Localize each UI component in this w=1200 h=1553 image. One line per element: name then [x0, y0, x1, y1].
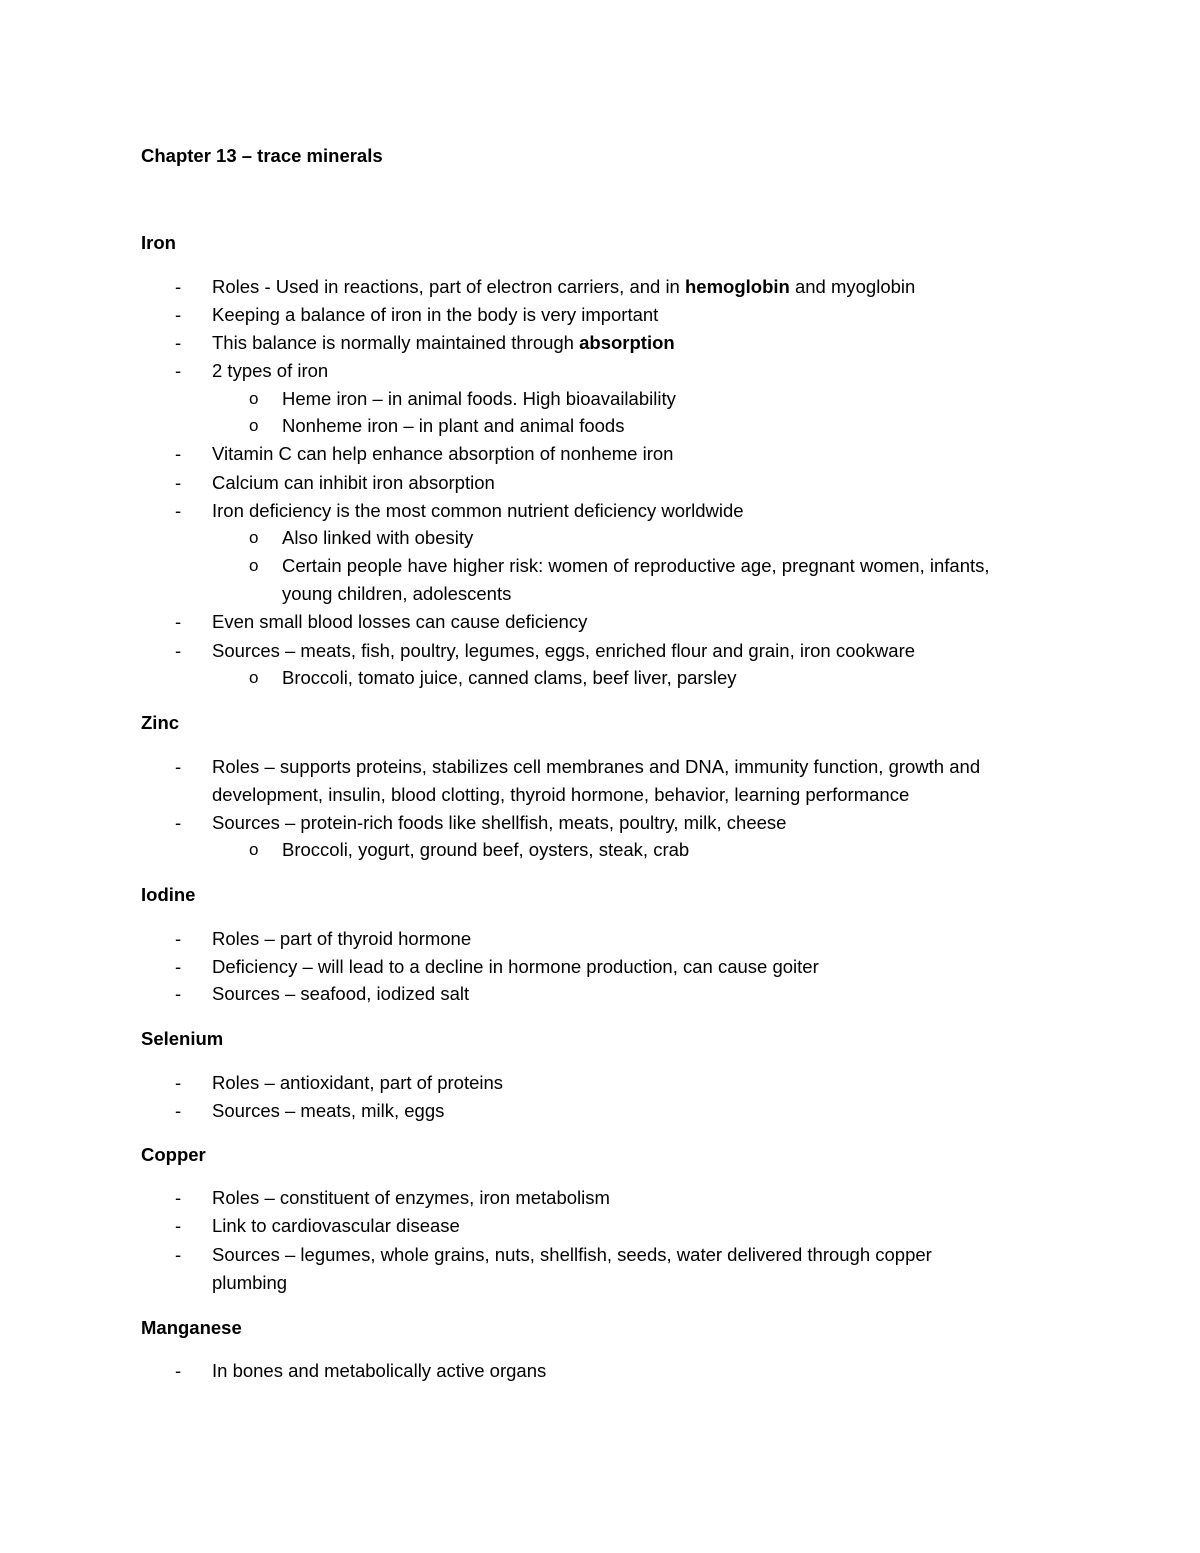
- section-heading-manganese: Manganese: [141, 1317, 242, 1338]
- dash-bullet: -: [175, 1072, 182, 1093]
- section-heading-iron: Iron: [141, 232, 176, 253]
- circle-bullet: o: [249, 528, 259, 547]
- iron-heme-subitem: Heme iron – in animal foods. High bioavailability: [282, 388, 676, 409]
- section-heading-selenium: Selenium: [141, 1028, 224, 1049]
- iron-roles-item: Roles - Used in reactions, part of electron carriers, and in hemoglobin and myoglobin: [212, 276, 916, 297]
- iron-blood-item: Even small blood losses can cause deficiency: [212, 611, 588, 632]
- zinc-roles-item-cont: development, insulin, blood clotting, thyroid hormone, behavior, learning performance: [212, 784, 910, 805]
- dash-bullet: -: [175, 812, 182, 833]
- iron-sources-subitem: Broccoli, tomato juice, canned clams, beef liver, parsley: [282, 667, 737, 688]
- iron-risk-subitem: Certain people have higher risk: women of reproductive age, pregnant women, infants,: [282, 555, 990, 576]
- selenium-roles-item: Roles – antioxidant, part of proteins: [212, 1072, 504, 1093]
- iron-deficiency-item: Iron deficiency is the most common nutrient deficiency worldwide: [212, 500, 744, 521]
- zinc-sources-subitem: Broccoli, yogurt, ground beef, oysters, steak, crab: [282, 839, 690, 860]
- dash-bullet: -: [175, 983, 182, 1004]
- dash-bullet: -: [175, 956, 182, 977]
- copper-roles-item: Roles – constituent of enzymes, iron metabolism: [212, 1187, 610, 1208]
- iodine-deficiency-item: Deficiency – will lead to a decline in hormone production, can cause goiter: [212, 956, 819, 977]
- dash-bullet: -: [175, 1100, 182, 1121]
- iron-absorption-item: This balance is normally maintained through absorption: [212, 332, 675, 353]
- section-heading-copper: Copper: [141, 1144, 206, 1165]
- dash-bullet: -: [175, 1360, 182, 1381]
- circle-bullet: o: [249, 556, 259, 575]
- circle-bullet: o: [249, 389, 259, 408]
- dash-bullet: -: [175, 611, 182, 632]
- iodine-roles-item: Roles – part of thyroid hormone: [212, 928, 472, 949]
- zinc-roles-item: Roles – supports proteins, stabilizes cell membranes and DNA, immunity function, growth and: [212, 756, 981, 777]
- zinc-sources-item: Sources – protein-rich foods like shellfish, meats, poultry, milk, cheese: [212, 812, 787, 833]
- dash-bullet: -: [175, 472, 182, 493]
- copper-sources-item-cont: plumbing: [212, 1272, 288, 1293]
- iron-types-item: 2 types of iron: [212, 360, 329, 381]
- dash-bullet: -: [175, 500, 182, 521]
- dash-bullet: -: [175, 332, 182, 353]
- iron-sources-item: Sources – meats, fish, poultry, legumes, eggs, enriched flour and grain, iron cookware: [212, 640, 916, 661]
- section-heading-iodine: Iodine: [141, 884, 196, 905]
- dash-bullet: -: [175, 276, 182, 297]
- dash-bullet: -: [175, 640, 182, 661]
- section-heading-zinc: Zinc: [141, 712, 180, 733]
- selenium-sources-item: Sources – meats, milk, eggs: [212, 1100, 445, 1121]
- copper-link-item: Link to cardiovascular disease: [212, 1215, 460, 1236]
- page-title: Chapter 13 – trace minerals: [141, 145, 383, 166]
- circle-bullet: o: [249, 840, 259, 859]
- manganese-bones-item: In bones and metabolically active organs: [212, 1360, 547, 1381]
- dash-bullet: -: [175, 360, 182, 381]
- dash-bullet: -: [175, 1187, 182, 1208]
- iron-obesity-subitem: Also linked with obesity: [282, 527, 474, 548]
- emphasis-absorption: absorption: [579, 332, 675, 353]
- iron-vitc-item: Vitamin C can help enhance absorption of nonheme iron: [212, 443, 674, 464]
- copper-sources-item: Sources – legumes, whole grains, nuts, shellfish, seeds, water delivered through copper: [212, 1244, 932, 1265]
- dash-bullet: -: [175, 1244, 182, 1265]
- dash-bullet: -: [175, 1215, 182, 1236]
- iodine-sources-item: Sources – seafood, iodized salt: [212, 983, 470, 1004]
- iron-nonheme-subitem: Nonheme iron – in plant and animal foods: [282, 415, 625, 436]
- dash-bullet: -: [175, 304, 182, 325]
- iron-risk-subitem-cont: young children, adolescents: [282, 583, 512, 604]
- iron-balance-item: Keeping a balance of iron in the body is very important: [212, 304, 659, 325]
- circle-bullet: o: [249, 668, 259, 687]
- iron-calcium-item: Calcium can inhibit iron absorption: [212, 472, 495, 493]
- dash-bullet: -: [175, 756, 182, 777]
- dash-bullet: -: [175, 928, 182, 949]
- dash-bullet: -: [175, 443, 182, 464]
- circle-bullet: o: [249, 416, 259, 435]
- emphasis-hemoglobin: hemoglobin: [685, 276, 790, 297]
